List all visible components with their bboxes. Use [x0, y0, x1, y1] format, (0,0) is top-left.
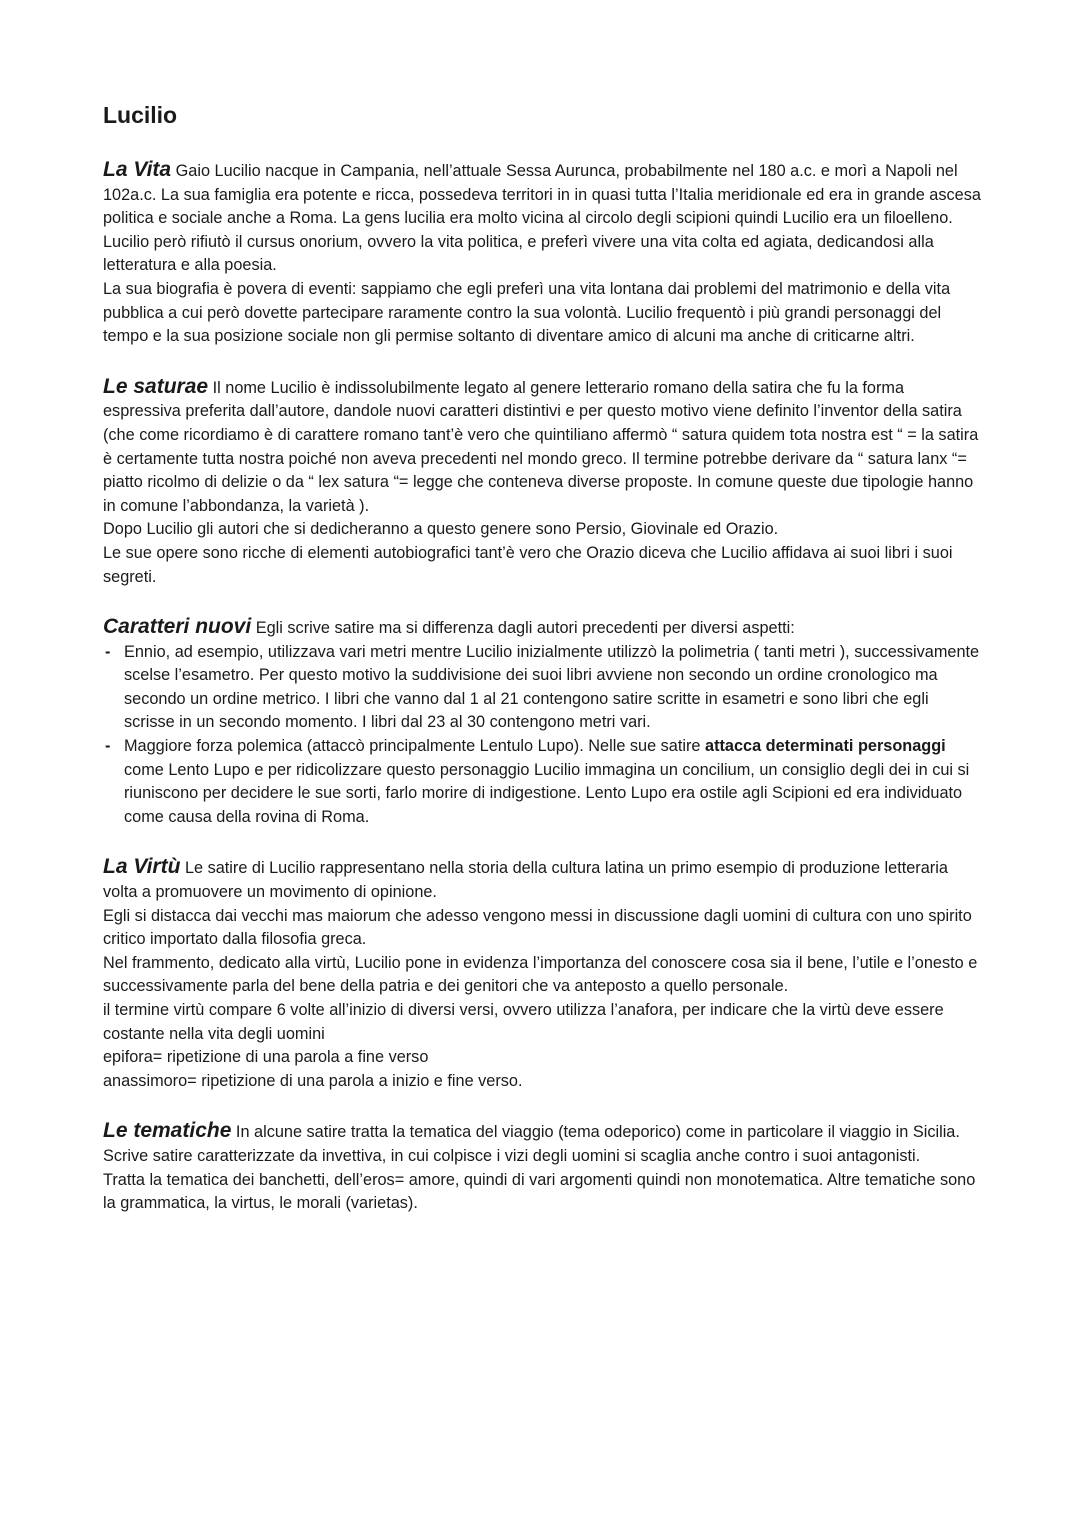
paragraph [103, 158, 983, 231]
paragraph: La sua biografia è povera di eventi: sappiamo che egli preferì una vita lontana dai problemi del matrimonio e della vita pubblica a cui però dovette partecipare raramente contro la sua volontà. Lucilio frequentò i più grandi personaggi del tempo e la sua posizione sociale non gli permise soltanto di diventare amico di alcuni ma anche di criticarne altri. [103, 279, 951, 346]
paragraph-text: Gaio Lucilio nacque in Campania, nell’attuale Sessa Aurunca, probabilmente nel 180 a.c. e morì a Napoli nel 102a.c. La sua famiglia era potente e ricca, possedeva territori in in quasi tutta l’Italia meridionale ed era in grande ascesa politica e sociale anche a Roma. La gens lucilia era molto vicina al circolo degli scipioni quindi Lucilio era un filoelleno. [103, 162, 981, 228]
paragraph: Le sue opere sono ricche di elementi autobiografici tant’è vero che Orazio diceva che Lucilio affidava ai suoi libri i suoi segreti. [103, 543, 953, 586]
paragraph: epifora= ripetizione di una parola a fine verso [103, 1048, 429, 1067]
paragraph: Egli si distacca dai vecchi mas maiorum che adesso vengono messi in discussione dagli uomini di cultura con uno spirito critico importato dalla filosofia greca. [103, 906, 972, 949]
paragraph: Nel frammento, dedicato alla virtù, Lucilio pone in evidenza l’importanza del conoscere cosa sia il bene, l’utile e l’onesto e successivamente parla del bene della patria e dei genitori che va anteposto a quello personale. [103, 953, 978, 996]
bullet-list [103, 641, 983, 830]
page-title: Lucilio [103, 102, 178, 128]
section-heading-tematiche: Le tematiche [103, 1119, 232, 1143]
paragraph-text: In alcune satire tratta la tematica del viaggio (tema odeporico) come in particolare il viaggio in Sicilia. Scrive satire caratterizzate da invettiva, in cui colpisce i vizi degli uomini si scaglia anche contro i suoi antagonisti. [103, 1123, 960, 1165]
paragraph [103, 375, 983, 519]
list-item [103, 735, 983, 829]
section-heading-caratteri: Caratteri nuovi [103, 615, 252, 639]
section-heading-vita: La Vita [103, 158, 172, 181]
list-item: - Ennio, ad esempio, utilizzava vari metri mentre Lucilio inizialmente utilizzò la polimetria ( tanti metri ), successivamente scelse l’esametro. Per questo motivo la suddivisione dei suoi libri avviene non secondo un ordine cronologico ma secondo un ordine metrico. I libri che vanno dal 1 al 21 contengono satire scritte in esametri e sono libri che egli scrisse in un secondo momento. I libri dal 23 al 30 contengono metri vari. [103, 641, 983, 735]
paragraph: anassimoro= ripetizione di una parola a inizio e fine verso. [103, 1071, 523, 1090]
paragraph [103, 615, 983, 641]
section-tematiche [103, 1119, 983, 1215]
paragraph: il termine virtù compare 6 volte all’inizio di diversi versi, ovvero utilizza l’anafora, per indicare che la virtù deve essere costante nella vita degli uomini [103, 1001, 944, 1043]
paragraph: Tratta la tematica dei banchetti, dell’eros= amore, quindi di vari argomenti quindi non monotematica. Altre tematiche sono la grammatica, la virtus, le morali (varietas). [103, 1170, 976, 1213]
document-page [103, 98, 983, 1242]
paragraph-text: Le satire di Lucilio rappresentano nella storia della cultura latina un primo esempio di produzione letteraria volta a promuovere un movimento di opinione. [103, 859, 948, 902]
list-item-text: Maggiore forza polemica (attaccò principalmente Lentulo Lupo). Nelle sue satire [124, 737, 701, 756]
paragraph-text: Egli scrive satire ma si differenza dagli autori precedenti per diversi aspetti: [255, 619, 795, 638]
list-item-text: come Lento Lupo e per ridicolizzare questo personaggio Lucilio immagina un concilium, un consiglio degli dei in cui si riuniscono per decidere le sue sorti, farlo morire di indigestione. Lento Lupo era ostile agli Scipioni ed era individuato come causa della rovina di Roma. [124, 760, 970, 826]
paragraph [103, 1119, 983, 1168]
section-virtu [103, 855, 983, 1093]
section-caratteri [103, 615, 983, 829]
paragraph: Dopo Lucilio gli autori che si dedicheranno a questo genere sono Persio, Giovinale ed Orazio. [103, 520, 779, 539]
paragraph [103, 855, 983, 904]
section-saturae [103, 375, 983, 589]
section-heading-saturae: Le saturae [103, 374, 209, 398]
section-vita [103, 158, 983, 349]
section-heading-virtu: La Virtù [103, 855, 181, 879]
paragraph: Lucilio però rifiutò il cursus onorium, ovvero la vita politica, e preferì vivere una vita colta ed agiata, dedicandosi alla letteratura e alla poesia. [103, 232, 934, 275]
bold-text: attacca determinati personaggi [705, 737, 946, 756]
paragraph-text: Il nome Lucilio è indissolubilmente legato al genere letterario romano della satira che fu la forma espressiva preferita dall’autore, dandole nuovi caratteri distintivi e per questo motivo viene definito l’inventor della satira (che come ricordiamo è di carattere romano tant’è vero che quintiliano affermò “ satura quidem tota nostra est “ = la satira è certamente tutta nostra poiché non aveva precedenti nel mondo greco. Il termine potrebbe derivare da “ satura lanx “= piatto ricolmo di delizie o da “ lex satura “= legge che conteneva diverse proposte. In comune queste due tipologie hanno in comune l’abbondanza, la varietà ). [103, 378, 979, 515]
